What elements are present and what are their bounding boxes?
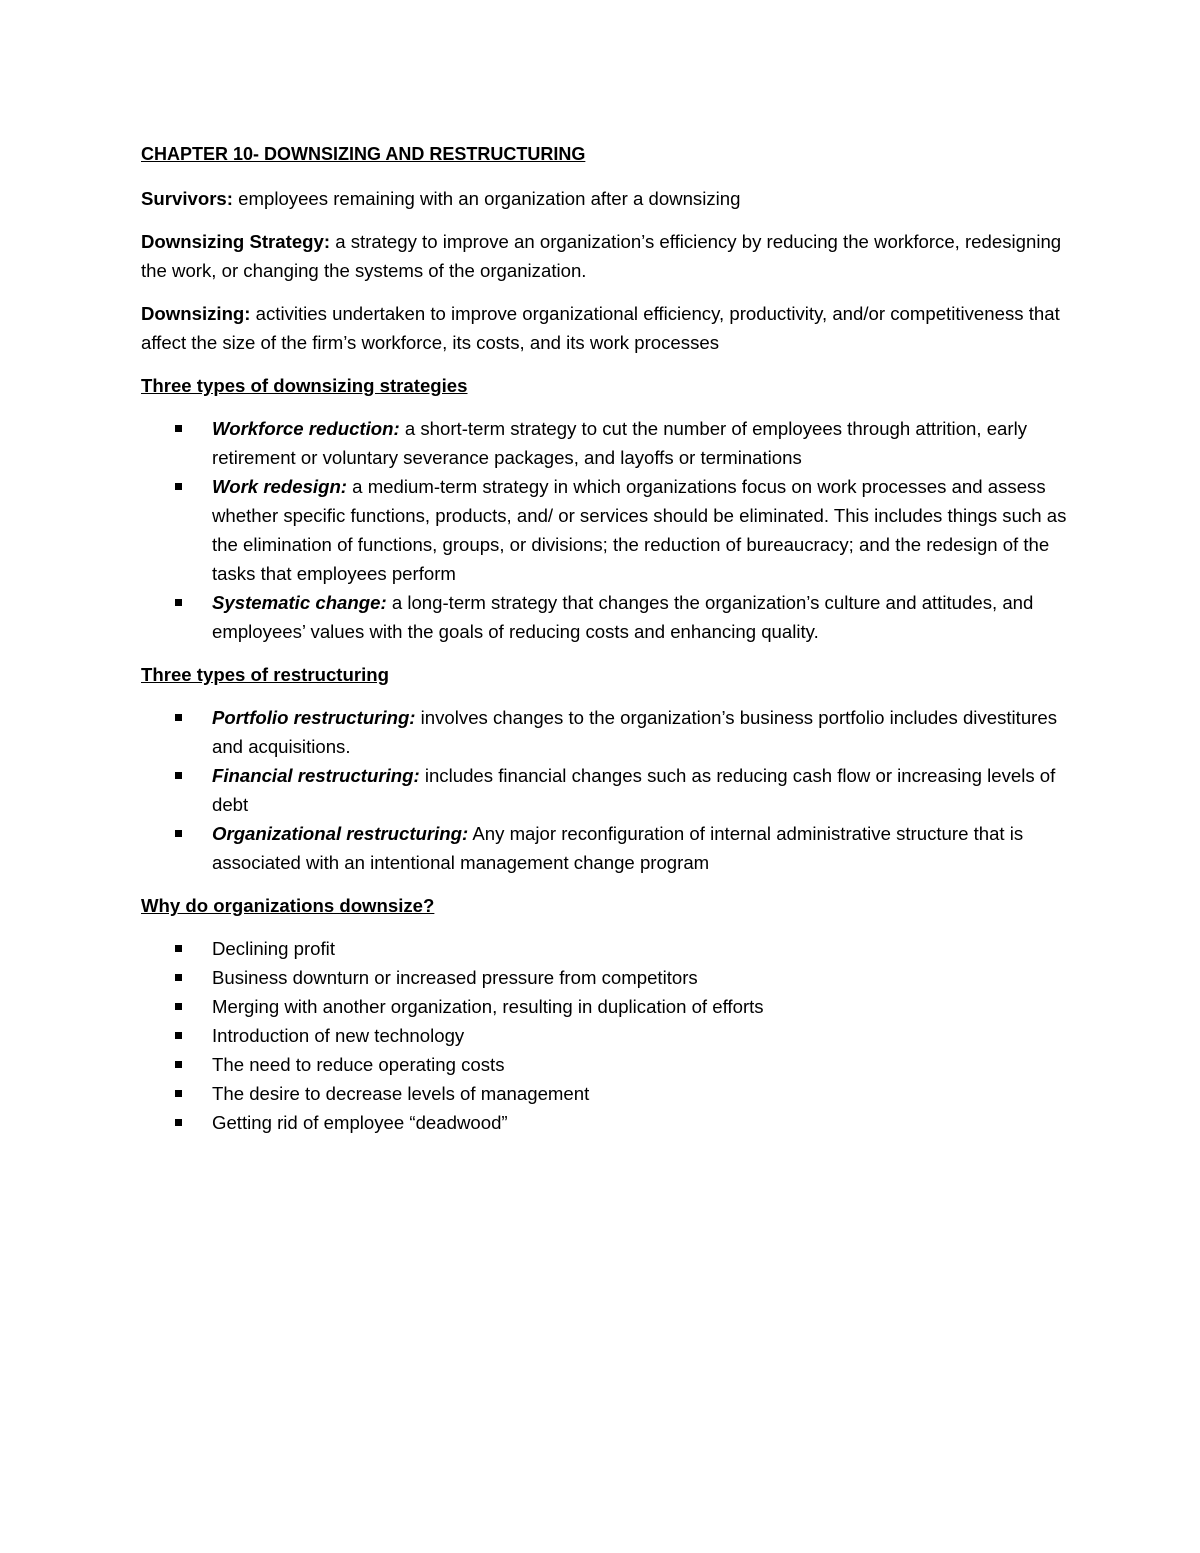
item-text: a medium-term strategy in which organizations focus on work processes and assess whether specific functions, products, and/ or services should be eliminated. This includes things such as the elimination of functions, groups, or divisions; the reduction of bureaucracy; and the redesign of the tasks that employees perform xyxy=(212,476,1067,584)
item-text: includes financial changes such as reducing cash flow or increasing levels of debt xyxy=(212,765,1056,815)
list-item xyxy=(141,1079,1071,1108)
strategies-list xyxy=(141,414,1071,646)
square-bullet-icon xyxy=(175,945,182,952)
list-item xyxy=(141,703,1071,761)
section-heading-strategies: Three types of downsizing strategies xyxy=(141,375,468,396)
square-bullet-icon xyxy=(175,772,182,779)
square-bullet-icon xyxy=(175,974,182,981)
item-term: Systematic change: xyxy=(212,592,387,613)
list-item xyxy=(141,588,1071,646)
item-text: The desire to decrease levels of management xyxy=(212,1083,590,1104)
item-text: involves changes to the organization’s business portfolio includes divestitures and acquisitions. xyxy=(212,707,1058,757)
section-heading-reasons: Why do organizations downsize? xyxy=(141,895,435,916)
square-bullet-icon xyxy=(175,1032,182,1039)
list-item xyxy=(141,761,1071,819)
item-text: a short-term strategy to cut the number of employees through attrition, early retirement or voluntary severance packages, and layoffs or terminations xyxy=(212,418,1028,468)
item-term: Workforce reduction: xyxy=(212,418,400,439)
definition-term: Survivors: xyxy=(141,188,233,209)
item-text: a long-term strategy that changes the organization’s culture and attitudes, and employees’ values with the goals of reducing costs and enhancing quality. xyxy=(212,592,1034,642)
item-term: Work redesign: xyxy=(212,476,348,497)
reasons-list xyxy=(141,934,1071,1137)
list-item xyxy=(141,934,1071,963)
square-bullet-icon xyxy=(175,1061,182,1068)
list-item xyxy=(141,414,1071,472)
item-text: Declining profit xyxy=(212,938,335,959)
square-bullet-icon xyxy=(175,1003,182,1010)
item-text: Getting rid of employee “deadwood” xyxy=(212,1112,508,1133)
list-item xyxy=(141,472,1071,588)
list-item xyxy=(141,963,1071,992)
document-page xyxy=(141,140,1071,1151)
list-item xyxy=(141,1108,1071,1137)
definition-downsizing xyxy=(141,299,1071,357)
item-text: Any major reconfiguration of internal administrative structure that is associated with an intentional management change program xyxy=(212,823,1024,873)
list-item xyxy=(141,819,1071,877)
definition-term: Downsizing Strategy: xyxy=(141,231,331,252)
square-bullet-icon xyxy=(175,1119,182,1126)
square-bullet-icon xyxy=(175,483,182,490)
definition-downsizing-strategy xyxy=(141,227,1071,285)
definition-text: employees remaining with an organization after a downsizing xyxy=(232,188,741,209)
item-term: Portfolio restructuring: xyxy=(212,707,416,728)
item-text: Merging with another organization, resulting in duplication of efforts xyxy=(212,996,764,1017)
item-text: The need to reduce operating costs xyxy=(212,1054,505,1075)
definition-text: activities undertaken to improve organizational efficiency, productivity, and/or competitiveness that affect the size of the firm’s workforce, its costs, and its work processes xyxy=(141,303,1060,353)
square-bullet-icon xyxy=(175,830,182,837)
section-heading-restructuring: Three types of restructuring xyxy=(141,664,389,685)
chapter-title: CHAPTER 10- DOWNSIZING AND RESTRUCTURING xyxy=(141,144,586,164)
item-term: Organizational restructuring: xyxy=(212,823,469,844)
list-item xyxy=(141,1050,1071,1079)
list-item xyxy=(141,1021,1071,1050)
definition-text: a strategy to improve an organization’s efficiency by reducing the workforce, redesigning the work, or changing the systems of the organization. xyxy=(141,231,1062,281)
square-bullet-icon xyxy=(175,1090,182,1097)
square-bullet-icon xyxy=(175,425,182,432)
item-term: Financial restructuring: xyxy=(212,765,420,786)
square-bullet-icon xyxy=(175,714,182,721)
restructuring-list xyxy=(141,703,1071,877)
item-text: Introduction of new technology xyxy=(212,1025,465,1046)
square-bullet-icon xyxy=(175,599,182,606)
definition-survivors xyxy=(141,184,1071,213)
list-item xyxy=(141,992,1071,1021)
item-text: Business downturn or increased pressure from competitors xyxy=(212,967,698,988)
definition-term: Downsizing: xyxy=(141,303,251,324)
